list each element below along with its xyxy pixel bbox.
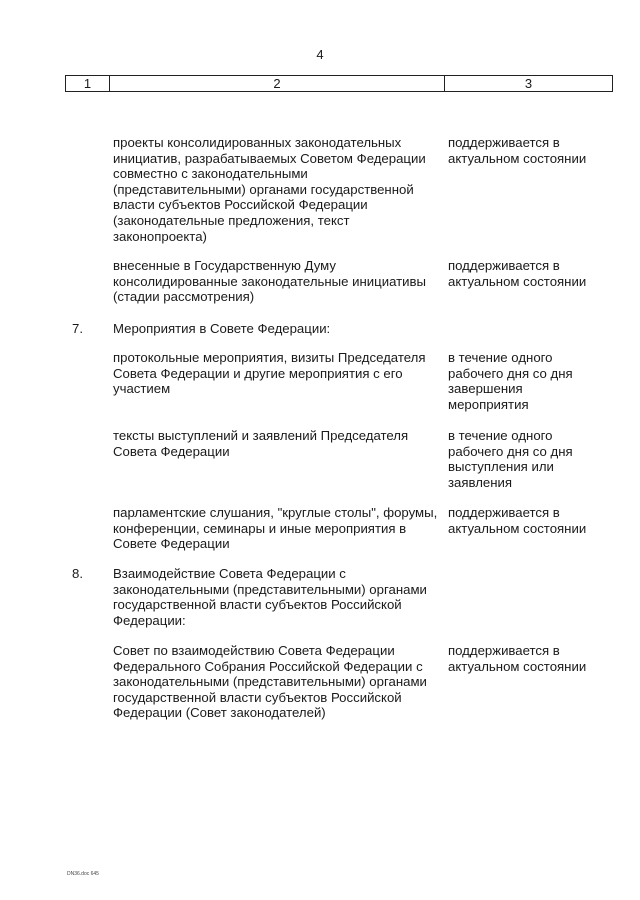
- item-deadline: поддерживается в актуальном состоянии: [448, 505, 587, 536]
- item-deadline: поддерживается в актуальном состоянии: [448, 258, 587, 289]
- item-deadline: в течение одного рабочего дня со дня выступления или заявления: [448, 428, 573, 490]
- column-header-3: 3: [524, 76, 533, 91]
- item-text: внесенные в Государственную Думу консолидированные законодательные инициативы (стадии рассмотрения): [113, 258, 427, 305]
- column-header-1: 1: [66, 76, 110, 91]
- section-heading: Взаимодействие Совета Федерации с законодательными (представительными) органами государственной власти субъектов Российской Федерации:: [113, 566, 427, 628]
- item-text: тексты выступлений и заявлений Председателя Совета Федерации: [113, 428, 409, 459]
- item-deadline: поддерживается в актуальном состоянии: [448, 135, 587, 166]
- item-text: парламентские слушания, "круглые столы", форумы, конференции, семинары и иные мероприятия в Совете Федерации: [113, 505, 438, 552]
- item-deadline: поддерживается в актуальном состоянии: [448, 643, 587, 674]
- column-header-table: [65, 75, 613, 92]
- footer-file-mark: DN36.doc 645: [67, 871, 99, 877]
- column-header-2: 2: [110, 76, 445, 91]
- page-number: 4: [316, 47, 324, 62]
- item-deadline: в течение одного рабочего дня со дня завершения мероприятия: [448, 350, 573, 412]
- item-text: протокольные мероприятия, визиты Председателя Совета Федерации и другие мероприятия с его участием: [113, 350, 426, 397]
- section-number: 7.: [72, 321, 83, 336]
- section-number: 8.: [72, 566, 83, 581]
- item-text: проекты консолидированных законодательных инициатив, разрабатываемых Советом Федерации совместно с законодательными (представительными) органами государственной власти субъектов Российской Федерации (законодательные предложения, текст законопроекта): [113, 135, 426, 244]
- section-heading: Мероприятия в Совете Федерации:: [113, 321, 331, 336]
- item-text: Совет по взаимодействию Совета Федерации Федерального Собрания Российской Федерации с законодательными (представительными) органами государственной власти субъектов Российской Федерации (Совет законодателей): [113, 643, 427, 721]
